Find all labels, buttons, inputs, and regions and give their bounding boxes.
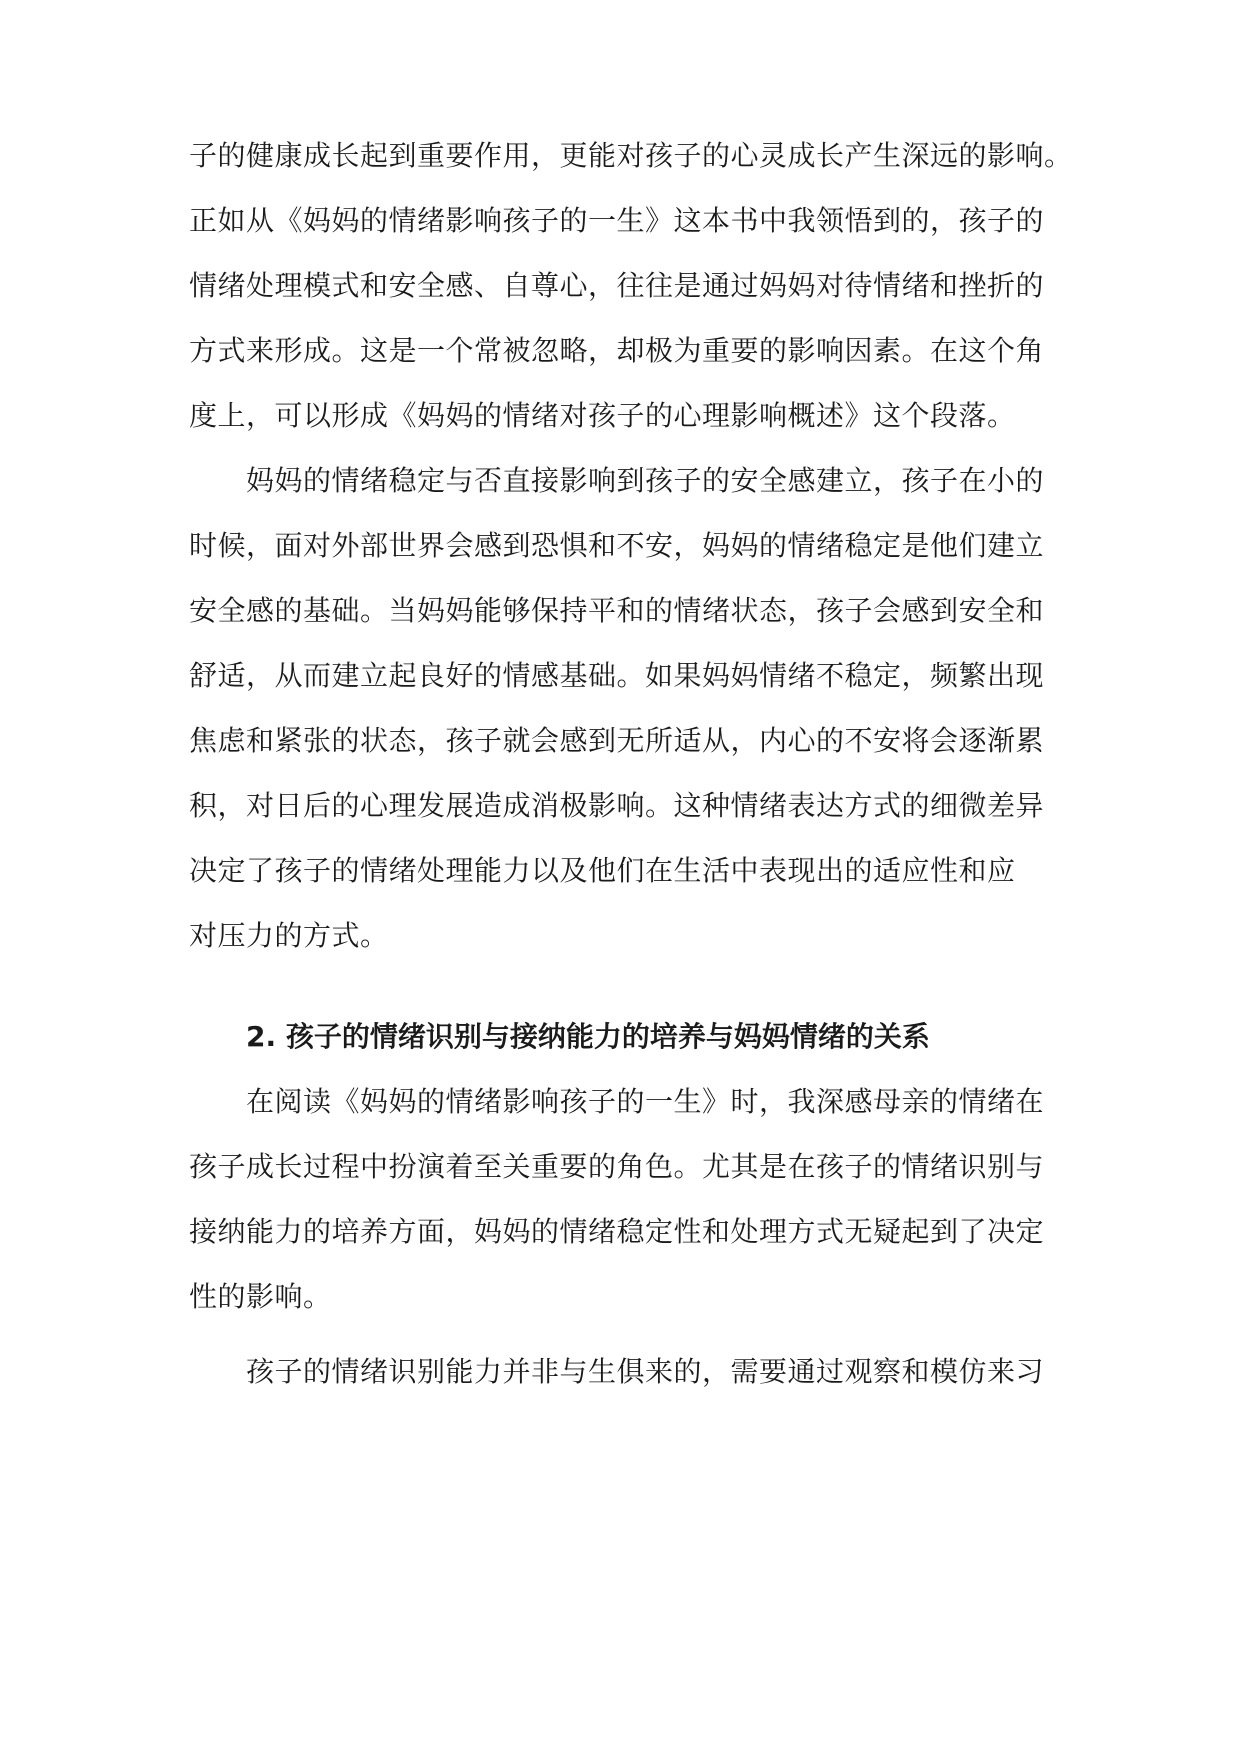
text-line: 妈妈的情绪稳定与否直接影响到孩子的安全感建立，孩子在小的 <box>246 464 1045 497</box>
text-line: 积，对日后的心理发展造成消极影响。这种情绪表达方式的细微差异 <box>189 789 1045 822</box>
text-line: 安全感的基础。当妈妈能够保持平和的情绪状态，孩子会感到安全和 <box>189 594 1045 627</box>
text-line: 时候，面对外部世界会感到恐惧和不安，妈妈的情绪稳定是他们建立 <box>189 529 1045 562</box>
text-line: 舒适，从而建立起良好的情感基础。如果妈妈情绪不稳定，频繁出现 <box>189 659 1045 692</box>
text-line: 正如从《妈妈的情绪影响孩子的一生》这本书中我领悟到的，孩子的 <box>189 204 1045 237</box>
text-line: 性的影响。 <box>189 1280 332 1313</box>
text-line: 对压力的方式。 <box>189 919 389 952</box>
text-line: 孩子的情绪识别能力并非与生俱来的，需要通过观察和模仿来习 <box>246 1355 1045 1388</box>
text-line: 情绪处理模式和安全感、自尊心，往往是通过妈妈对待情绪和挫折的 <box>189 269 1045 302</box>
text-line: 在阅读《妈妈的情绪影响孩子的一生》时，我深感母亲的情绪在 <box>246 1085 1045 1118</box>
text-line: 孩子成长过程中扮演着至关重要的角色。尤其是在孩子的情绪识别与 <box>189 1150 1045 1183</box>
text-line: 决定了孩子的情绪处理能力以及他们在生活中表现出的适应性和应 <box>189 854 1016 887</box>
section-heading: 2. 孩子的情绪识别与接纳能力的培养与妈妈情绪的关系 <box>246 1020 930 1053</box>
text-line: 度上，可以形成《妈妈的情绪对孩子的心理影响概述》这个段落。 <box>189 399 1016 432</box>
text-line: 接纳能力的培养方面，妈妈的情绪稳定性和处理方式无疑起到了决定 <box>189 1215 1045 1248</box>
text-line: 焦虑和紧张的状态，孩子就会感到无所适从，内心的不安将会逐渐累 <box>189 724 1045 757</box>
text-line: 方式来形成。这是一个常被忽略，却极为重要的影响因素。在这个角 <box>189 334 1045 367</box>
text-line: 子的健康成长起到重要作用，更能对孩子的心灵成长产生深远的影响。 <box>189 139 1073 172</box>
